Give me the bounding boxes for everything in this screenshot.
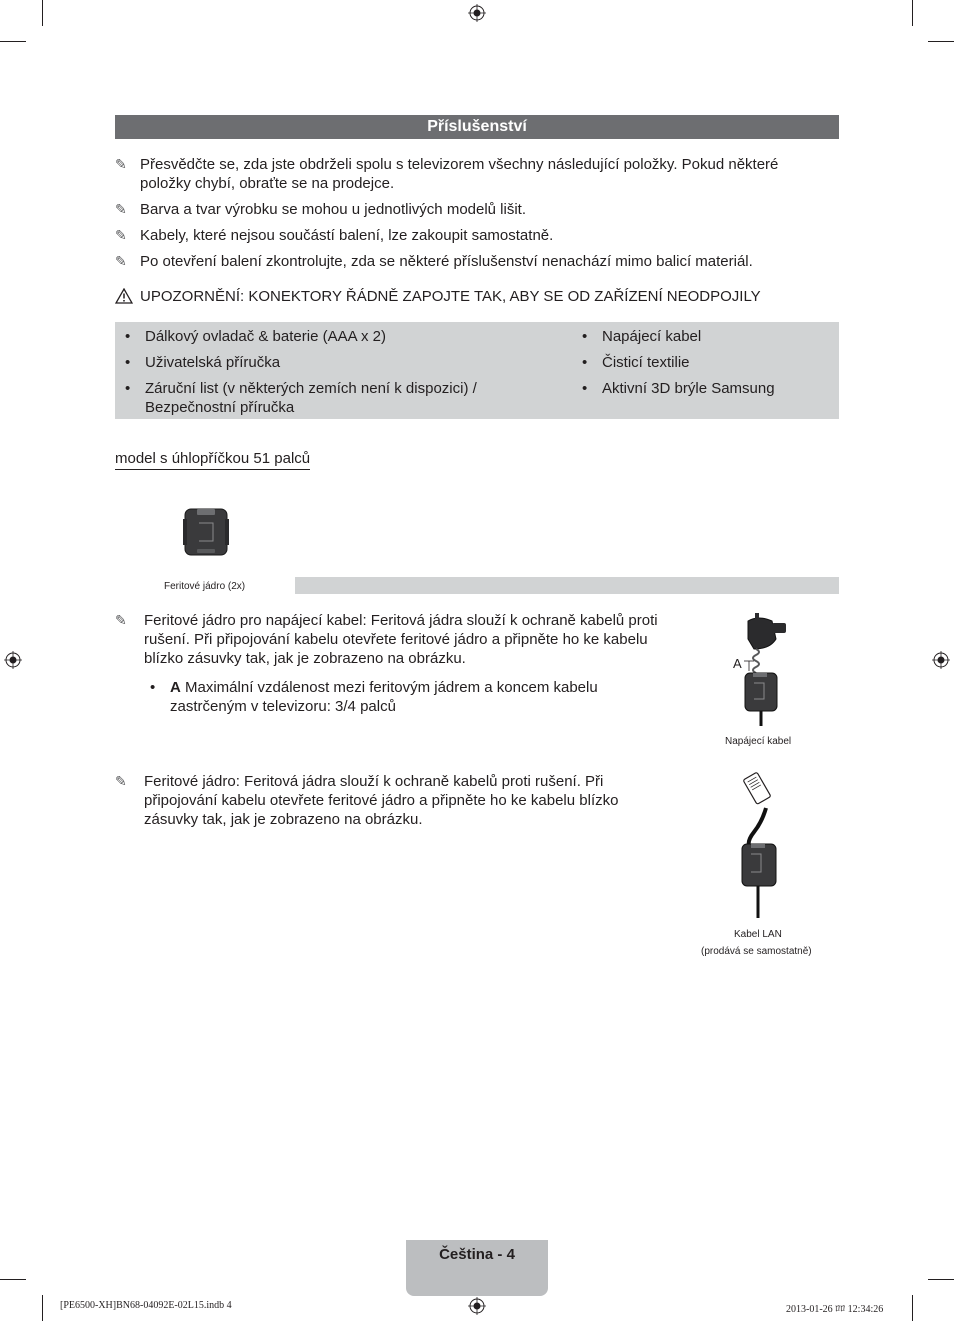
note-text: Po otevření balení zkontrolujte, zda se některé příslušenství nenachází mimo balicí materiál. xyxy=(140,253,753,270)
print-timestamp: 2013-01-26 ﾛﾛ 12:34:26 xyxy=(786,1304,884,1315)
model-heading: model s úhlopříčkou 51 palců xyxy=(115,449,310,470)
ferrite-core-image xyxy=(183,507,229,557)
list-item-text: Záruční list (v některých zemích není k dispozici) / Bezpečnostní příručka xyxy=(145,380,477,416)
ferrite-caption: Feritové jádro (2x) xyxy=(164,581,246,592)
bullet-icon: • xyxy=(582,354,588,371)
crop-mark xyxy=(928,41,954,42)
warning-triangle-icon xyxy=(115,288,133,304)
pencil-icon: ✎ xyxy=(115,201,127,217)
bullet-icon: • xyxy=(125,354,131,371)
note-text: Feritové jádro pro napájecí kabel: Feritová jádra slouží k ochraně kabelů proti rušení. Při připojování kabelu otevřete feritové jádro a připněte ho ke kabelu blízko zásuvky tak, jak je zobrazeno na obrázku. xyxy=(144,612,658,667)
registration-mark-icon xyxy=(4,651,22,669)
list-item-text: Napájecí kabel xyxy=(602,328,702,345)
list-item-text: Čisticí textilie xyxy=(602,354,690,371)
bullet-text: Maximální vzdálenost mezi feritovým jádrem a koncem kabelu zastrčeným v televizoru: 3/4 palců xyxy=(170,679,598,715)
registration-mark-icon xyxy=(468,4,486,22)
pencil-icon: ✎ xyxy=(115,612,127,628)
bullet-icon: • xyxy=(150,679,156,696)
ferrite-power-bullet xyxy=(150,678,630,718)
power-cable-caption: Napájecí kabel xyxy=(725,736,792,747)
warning-text: UPOZORNĚNÍ: KONEKTORY ŘÁDNĚ ZAPOJTE TAK, ABY SE OD ZAŘÍZENÍ NEODPOJILY xyxy=(140,288,761,305)
note-item xyxy=(115,200,815,220)
registration-mark-icon xyxy=(932,651,950,669)
note-text: Feritové jádro: Feritová jádra slouží k ochraně kabelů proti rušení. Při připojování kabelu otevřete feritové jádro a připněte ho ke kabelu blízko zásuvky tak, jak je zobrazeno na obrázku. xyxy=(144,773,619,828)
note-item xyxy=(115,252,815,272)
lan-cable-caption: Kabel LAN xyxy=(734,929,782,940)
pencil-icon: ✎ xyxy=(115,253,127,269)
ferrite-lan-note xyxy=(115,772,635,832)
crop-mark xyxy=(912,0,913,26)
list-item-text: Uživatelská příručka xyxy=(145,354,281,371)
note-item xyxy=(115,226,815,246)
pencil-icon: ✎ xyxy=(115,156,127,172)
note-text: Kabely, které nejsou součástí balení, lze zakoupit samostatně. xyxy=(140,227,554,244)
accessories-list xyxy=(115,322,839,419)
bullet-icon: • xyxy=(125,380,131,397)
bullet-icon: • xyxy=(125,328,131,345)
lan-cable-subcaption: (prodává se samostatně) xyxy=(701,946,812,957)
note-item xyxy=(115,155,815,195)
bullet-label: A xyxy=(170,679,181,696)
pencil-icon: ✎ xyxy=(115,227,127,243)
crop-mark xyxy=(912,1295,913,1321)
bullet-icon: • xyxy=(582,380,588,397)
page-label: Čeština - 4 xyxy=(439,1246,515,1263)
section-title: Příslušenství xyxy=(115,115,839,139)
crop-mark xyxy=(0,41,26,42)
lan-cable-figure xyxy=(736,772,786,920)
registration-mark-icon xyxy=(468,1297,486,1315)
note-text: Přesvědčte se, zda jste obdrželi spolu s televizorem všechny následující položky. Pokud některé položky chybí, obraťte se na prodejce. xyxy=(140,156,779,192)
bullet-icon: • xyxy=(582,328,588,345)
bullet-body xyxy=(170,678,630,716)
ferrite-power-note xyxy=(115,611,675,671)
list-item-text: Aktivní 3D brýle Samsung xyxy=(602,380,775,397)
crop-mark xyxy=(0,1279,26,1280)
print-file-info: [PE6500-XH]BN68-04092E-02L15.indb 4 xyxy=(60,1300,232,1311)
crop-mark xyxy=(42,1295,43,1321)
crop-mark xyxy=(928,1279,954,1280)
dimension-label-a: A xyxy=(733,656,742,671)
crop-mark xyxy=(42,0,43,26)
note-text: Barva a tvar výrobku se mohou u jednotlivých modelů lišit. xyxy=(140,201,527,218)
page-number-tab xyxy=(406,1240,548,1296)
list-item-text: Dálkový ovladač & baterie (AAA x 2) xyxy=(145,328,386,345)
pencil-icon: ✎ xyxy=(115,773,127,789)
